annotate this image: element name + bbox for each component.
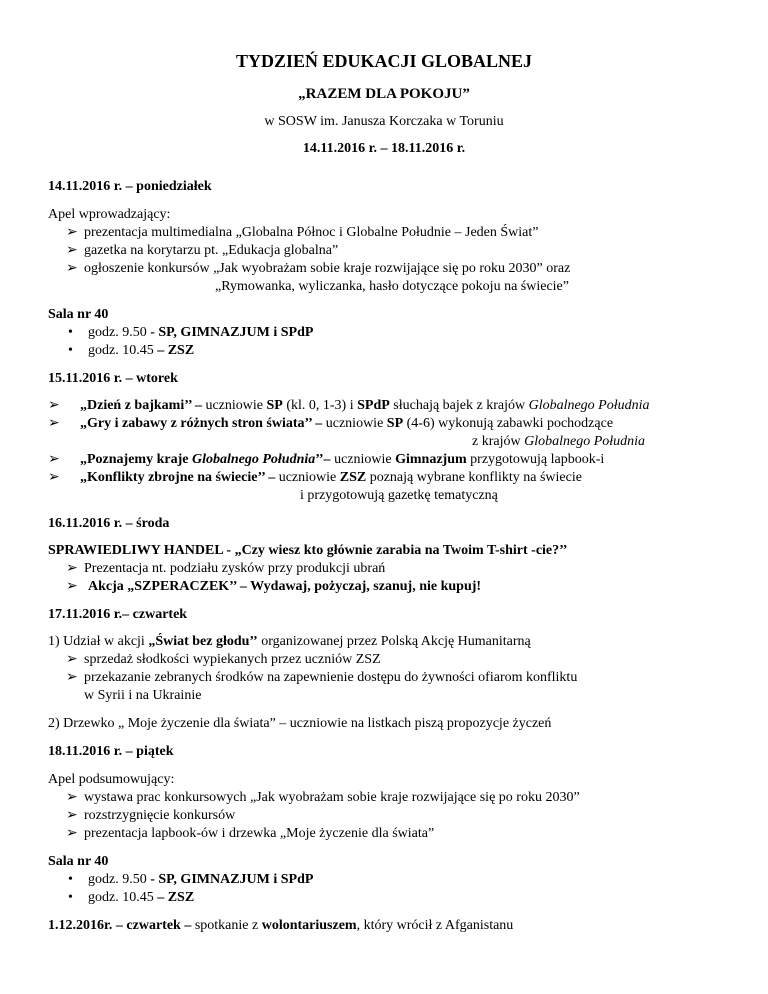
arrow-bullet-icon: ➢ bbox=[48, 452, 60, 467]
room-label: Sala nr 40 bbox=[48, 307, 109, 322]
list-item: ➢ wystawa prac konkursowych „Jak wyobrażam sobie kraje rozwijające się po roku 2030” bbox=[66, 790, 580, 805]
list-item: ➢ rozstrzygnięcie konkursów bbox=[66, 808, 236, 823]
arrow-bullet-icon: ➢ bbox=[48, 398, 60, 413]
list-item: ➢ sprzedaż słodkości wypiekanych przez uczniów ZSZ bbox=[66, 652, 381, 667]
arrow-bullet-icon: ➢ bbox=[66, 808, 78, 823]
list-item-continuation: w Syrii i na Ukrainie bbox=[84, 688, 202, 703]
numbered-item: 1) Udział w akcji „Świat bez głodu’’ organizowanej przez Polską Akcję Humanitarną bbox=[48, 634, 531, 649]
list-item: ➢ prezentacja multimedialna „Globalna Północ i Globalne Południe – Jeden Świat” bbox=[66, 225, 539, 240]
arrow-bullet-icon: ➢ bbox=[66, 243, 78, 258]
extra-event: 1.12.2016r. – czwartek – spotkanie z wolontariuszem, który wrócił z Afganistanu bbox=[48, 918, 514, 933]
list-item: ➢ „Poznajemy kraje Globalnego Południa’’– uczniowie Gimnazjum przygotowują lapbook-i bbox=[48, 452, 605, 467]
time-slot: • godz. 9.50 - SP, GIMNAZJUM i SPdP bbox=[68, 325, 314, 340]
page-title: TYDZIEŃ EDUKACJI GLOBALNEJ bbox=[235, 51, 533, 71]
thursday-heading: 17.11.2016 r.– czwartek bbox=[48, 607, 188, 622]
date-range: 14.11.2016 r. – 18.11.2016 r. bbox=[302, 141, 466, 156]
monday-intro: Apel wprowadzający: bbox=[48, 207, 171, 222]
arrow-bullet-icon: ➢ bbox=[66, 579, 78, 594]
numbered-item: 2) Drzewko „ Moje życzenie dla świata” – uczniowie na listkach piszą propozycje życzeń bbox=[48, 716, 552, 731]
list-item: ➢ Prezentacja nt. podziału zysków przy produkcji ubrań bbox=[66, 561, 386, 576]
time-slot: • godz. 10.45 – ZSZ bbox=[68, 343, 195, 358]
arrow-bullet-icon: ➢ bbox=[66, 670, 78, 685]
venue-line: w SOSW im. Janusza Korczaka w Toruniu bbox=[264, 114, 504, 129]
time-slot: • godz. 9.50 - SP, GIMNAZJUM i SPdP bbox=[68, 872, 314, 887]
room-label: Sala nr 40 bbox=[48, 854, 109, 869]
list-item: ➢ „Konflikty zbrojne na świecie’’ – uczniowie ZSZ poznają wybrane konflikty na świecie bbox=[48, 470, 582, 485]
list-item: ➢ gazetka na korytarzu pt. „Edukacja globalna” bbox=[66, 243, 339, 258]
fair-trade-title: SPRAWIEDLIWY HANDEL - „Czy wiesz kto głównie zarabia na Twoim T-shirt -cie?’’ bbox=[48, 543, 568, 558]
list-item-continuation: i przygotowują gazetkę tematyczną bbox=[300, 488, 498, 503]
dot-bullet-icon: • bbox=[68, 872, 73, 887]
friday-intro: Apel podsumowujący: bbox=[48, 772, 175, 787]
dot-bullet-icon: • bbox=[68, 890, 73, 905]
arrow-bullet-icon: ➢ bbox=[66, 261, 78, 276]
arrow-bullet-icon: ➢ bbox=[48, 416, 60, 431]
list-item: ➢ przekazanie zebranych środków na zapewnienie dostępu do żywności ofiarom konfliktu bbox=[66, 670, 578, 685]
arrow-bullet-icon: ➢ bbox=[66, 561, 78, 576]
list-item: ➢ ogłoszenie konkursów „Jak wyobrażam sobie kraje rozwijające się po roku 2030” oraz bbox=[66, 261, 571, 276]
list-item-continuation: z krajów Globalnego Południa bbox=[472, 434, 646, 449]
list-item: ➢ „Dzień z bajkami’’ – uczniowie SP (kl. 0, 1-3) i SPdP słuchają bajek z krajów Globalnego Południa bbox=[48, 398, 650, 413]
arrow-bullet-icon: ➢ bbox=[66, 826, 78, 841]
dot-bullet-icon: • bbox=[68, 343, 73, 358]
arrow-bullet-icon: ➢ bbox=[66, 652, 78, 667]
page-subtitle: „RAZEM DLA POKOJU” bbox=[298, 86, 470, 102]
friday-heading: 18.11.2016 r. – piątek bbox=[48, 744, 174, 759]
arrow-bullet-icon: ➢ bbox=[48, 470, 60, 485]
list-item: ➢ „Gry i zabawy z różnych stron świata’’ – uczniowie SP (4-6) wykonują zabawki pochodzące bbox=[48, 416, 614, 431]
list-item-continuation: „Rymowanka, wyliczanka, hasło dotyczące pokoju na świecie” bbox=[215, 279, 569, 294]
list-item: ➢ Akcja „SZPERACZEK’’ – Wydawaj, pożyczaj, szanuj, nie kupuj! bbox=[66, 579, 482, 594]
tuesday-heading: 15.11.2016 r. – wtorek bbox=[48, 371, 178, 386]
time-slot: • godz. 10.45 – ZSZ bbox=[68, 890, 195, 905]
list-item: ➢ prezentacja lapbook-ów i drzewka „Moje życzenie dla świata” bbox=[66, 826, 435, 841]
dot-bullet-icon: • bbox=[68, 325, 73, 340]
arrow-bullet-icon: ➢ bbox=[66, 225, 78, 240]
arrow-bullet-icon: ➢ bbox=[66, 790, 78, 805]
wednesday-heading: 16.11.2016 r. – środa bbox=[48, 516, 170, 531]
monday-heading: 14.11.2016 r. – poniedziałek bbox=[48, 179, 212, 194]
